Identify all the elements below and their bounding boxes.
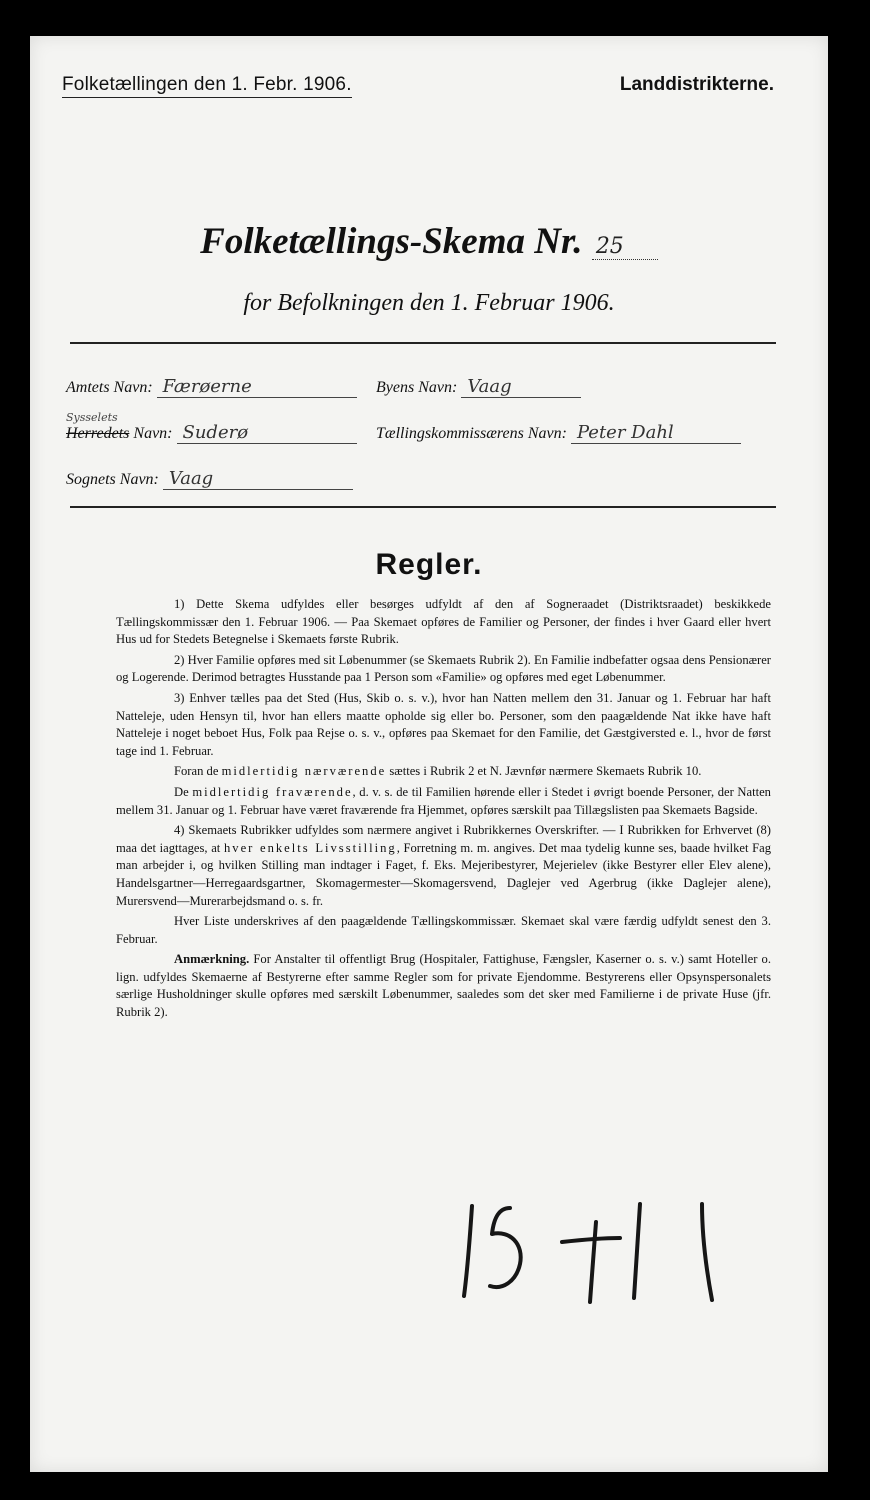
rule-4 <box>116 822 771 910</box>
rule-3b-post: sættes i Rubrik 2 et N. Jævnfør nærmere Skemaets Rubrik 10. <box>386 764 702 779</box>
census-form-page <box>30 36 828 1472</box>
herred-value: Suderø <box>182 422 249 443</box>
handwritten-total <box>450 1186 750 1306</box>
rule-4-pre: 4) Skemaets Rubrikker udfyldes som nærmere angivet i Rubrikkernes Overskrifter. — I Rubrikken for Erhvervet (8) maa det iagttages, at <box>116 823 771 855</box>
district-type-header: Landdistrikterne. <box>619 74 774 95</box>
handwritten-total-drawing <box>450 1186 750 1306</box>
sogn-label: Sognets Navn: <box>66 471 159 488</box>
by-blank <box>461 376 581 398</box>
herred-label: Navn: <box>129 425 173 442</box>
rule-3c-spaced: midlertidig fraværende <box>192 784 353 799</box>
rule-3: 3) Enhver tælles paa det Sted (Hus, Skib o. s. v.), hvor han Natten mellem den 31. Januar og 1. Februar har haft Natteleje, uden Hensyn til, hvor han ellers maatte opholde sig eller bo. Personer, som den paagældende Nat ikke have haft Natteleje i noget beboet Hus, Folk paa Rejse o. s. v., opføres paa Skemaet for den Familie, det Gæstgiversted e. l., hvor de først tage ind 1. Februar. <box>116 690 771 758</box>
herred-label-group <box>66 411 177 442</box>
herred-blank <box>177 422 357 444</box>
rule-4-post: , Forretning m. m. angives. Det maa tydelig kunne ses, baade hvilket Fag man arbejder i, og hvilken Stilling man indtager i Faget, f. Eks. Mejeribestyrer, Mejerielev (ikke Bestyrer eller Elev alene), Handelsgartner—Herregaardsgartner, Skomagermester—Skomagersvend, Daglejer ved Agerbrug (ikke Daglejer alene), Murersvend—Murerarbejdsmand o. s. fr. <box>116 840 772 908</box>
form-subtitle: for Befolkningen den 1. Februar 1906. <box>243 290 615 316</box>
form-number: 25 <box>592 234 658 260</box>
kommissaer-label: Tællingskommissærens Navn: <box>376 425 567 442</box>
annotation-note <box>116 951 771 1021</box>
kommissaer-value: Peter Dahl <box>576 422 674 443</box>
herred-struck-label: Herredets <box>66 425 130 442</box>
rule-3c-pre: De <box>174 784 193 799</box>
sogn-field <box>66 468 353 490</box>
annotation-label: Anmærkning. <box>174 952 250 967</box>
herred-correction: Sysselets <box>66 411 118 424</box>
rule-3b-spaced: midlertidig nærværende <box>221 764 387 779</box>
rule-2: 2) Hver Familie opføres med sit Løbenummer (se Skemaets Rubrik 2). En Familie indbefatter ogsaa dens Pensionærer og Logerende. Derimod betragtes Husstande paa 1 Person som «Familie» og opføres med eget Løbenummer. <box>116 652 771 685</box>
rule-3-midlertidig-naervaerende <box>116 763 771 781</box>
rule-4-spaced: hver enkelts Livsstilling <box>223 840 397 855</box>
rule-1: 1) Dette Skema udfyldes eller besørges udfyldt af den af Sogneraadet (Distriktsraadet) beskikkede Tællingskommissær den 1. Februar 1906. — Paa Skemaet opføres de Familier og Personer, der findes i hver Gaard eller hvert Hus ud for Stedets Betegnelse i Skemaets første Rubrik. <box>116 597 771 647</box>
divider-top <box>70 342 776 344</box>
divider-bottom <box>70 506 776 508</box>
by-label: Byens Navn: <box>376 379 458 396</box>
rule-3c-post: , d. v. s. de til Familien hørende eller i Stedet i øvrigt boende Personer, der Natten mellem 31. Januar og 1. Februar have været fraværende fra Hjemmet, opføres særskilt paa Tillægslisten paa Skemaets Bagside. <box>116 784 771 817</box>
rules-heading: Regler. <box>375 548 483 581</box>
amt-field <box>66 376 357 398</box>
sogn-blank <box>163 468 353 490</box>
census-date-header: Folketællingen den 1. Febr. 1906. <box>62 74 352 98</box>
amt-label: Amtets Navn: <box>66 379 153 396</box>
rule-3b-pre: Foran de <box>174 764 222 779</box>
annotation-text: For Anstalter til offentligt Brug (Hospitaler, Fattighuse, Fængsler, Kaserner o. s. v.) samt Hoteller o. lign. udfyldes Skemaerne af Bestyrerne efter samme Regler som for private Ejendomme. Bestyrerens eller Opsynspersonalets særlige Husholdninger skulle opføres med særskilt Løbenummer, saaledes som det sker med Familierne i de private Huse (jfr. Rubrik 2). <box>116 952 771 1020</box>
by-value: Vaag <box>467 376 512 397</box>
rule-3-midlertidig-fravaerende <box>116 784 771 819</box>
kommissaer-field <box>376 422 741 444</box>
herred-field <box>66 411 357 444</box>
by-field <box>376 376 581 398</box>
amt-value: Færøerne <box>162 376 252 397</box>
form-title-text: Folketællings-Skema Nr. <box>200 221 583 262</box>
kommissaer-blank <box>571 422 741 444</box>
sogn-value: Vaag <box>168 468 214 489</box>
rules-body <box>116 596 771 1025</box>
form-title <box>30 220 828 263</box>
amt-blank <box>157 376 357 398</box>
rule-4-signature: Hver Liste underskrives af den paagældende Tællingskommissær. Skemaet skal være færdig udfyldt senest den 3. Februar. <box>116 914 771 946</box>
